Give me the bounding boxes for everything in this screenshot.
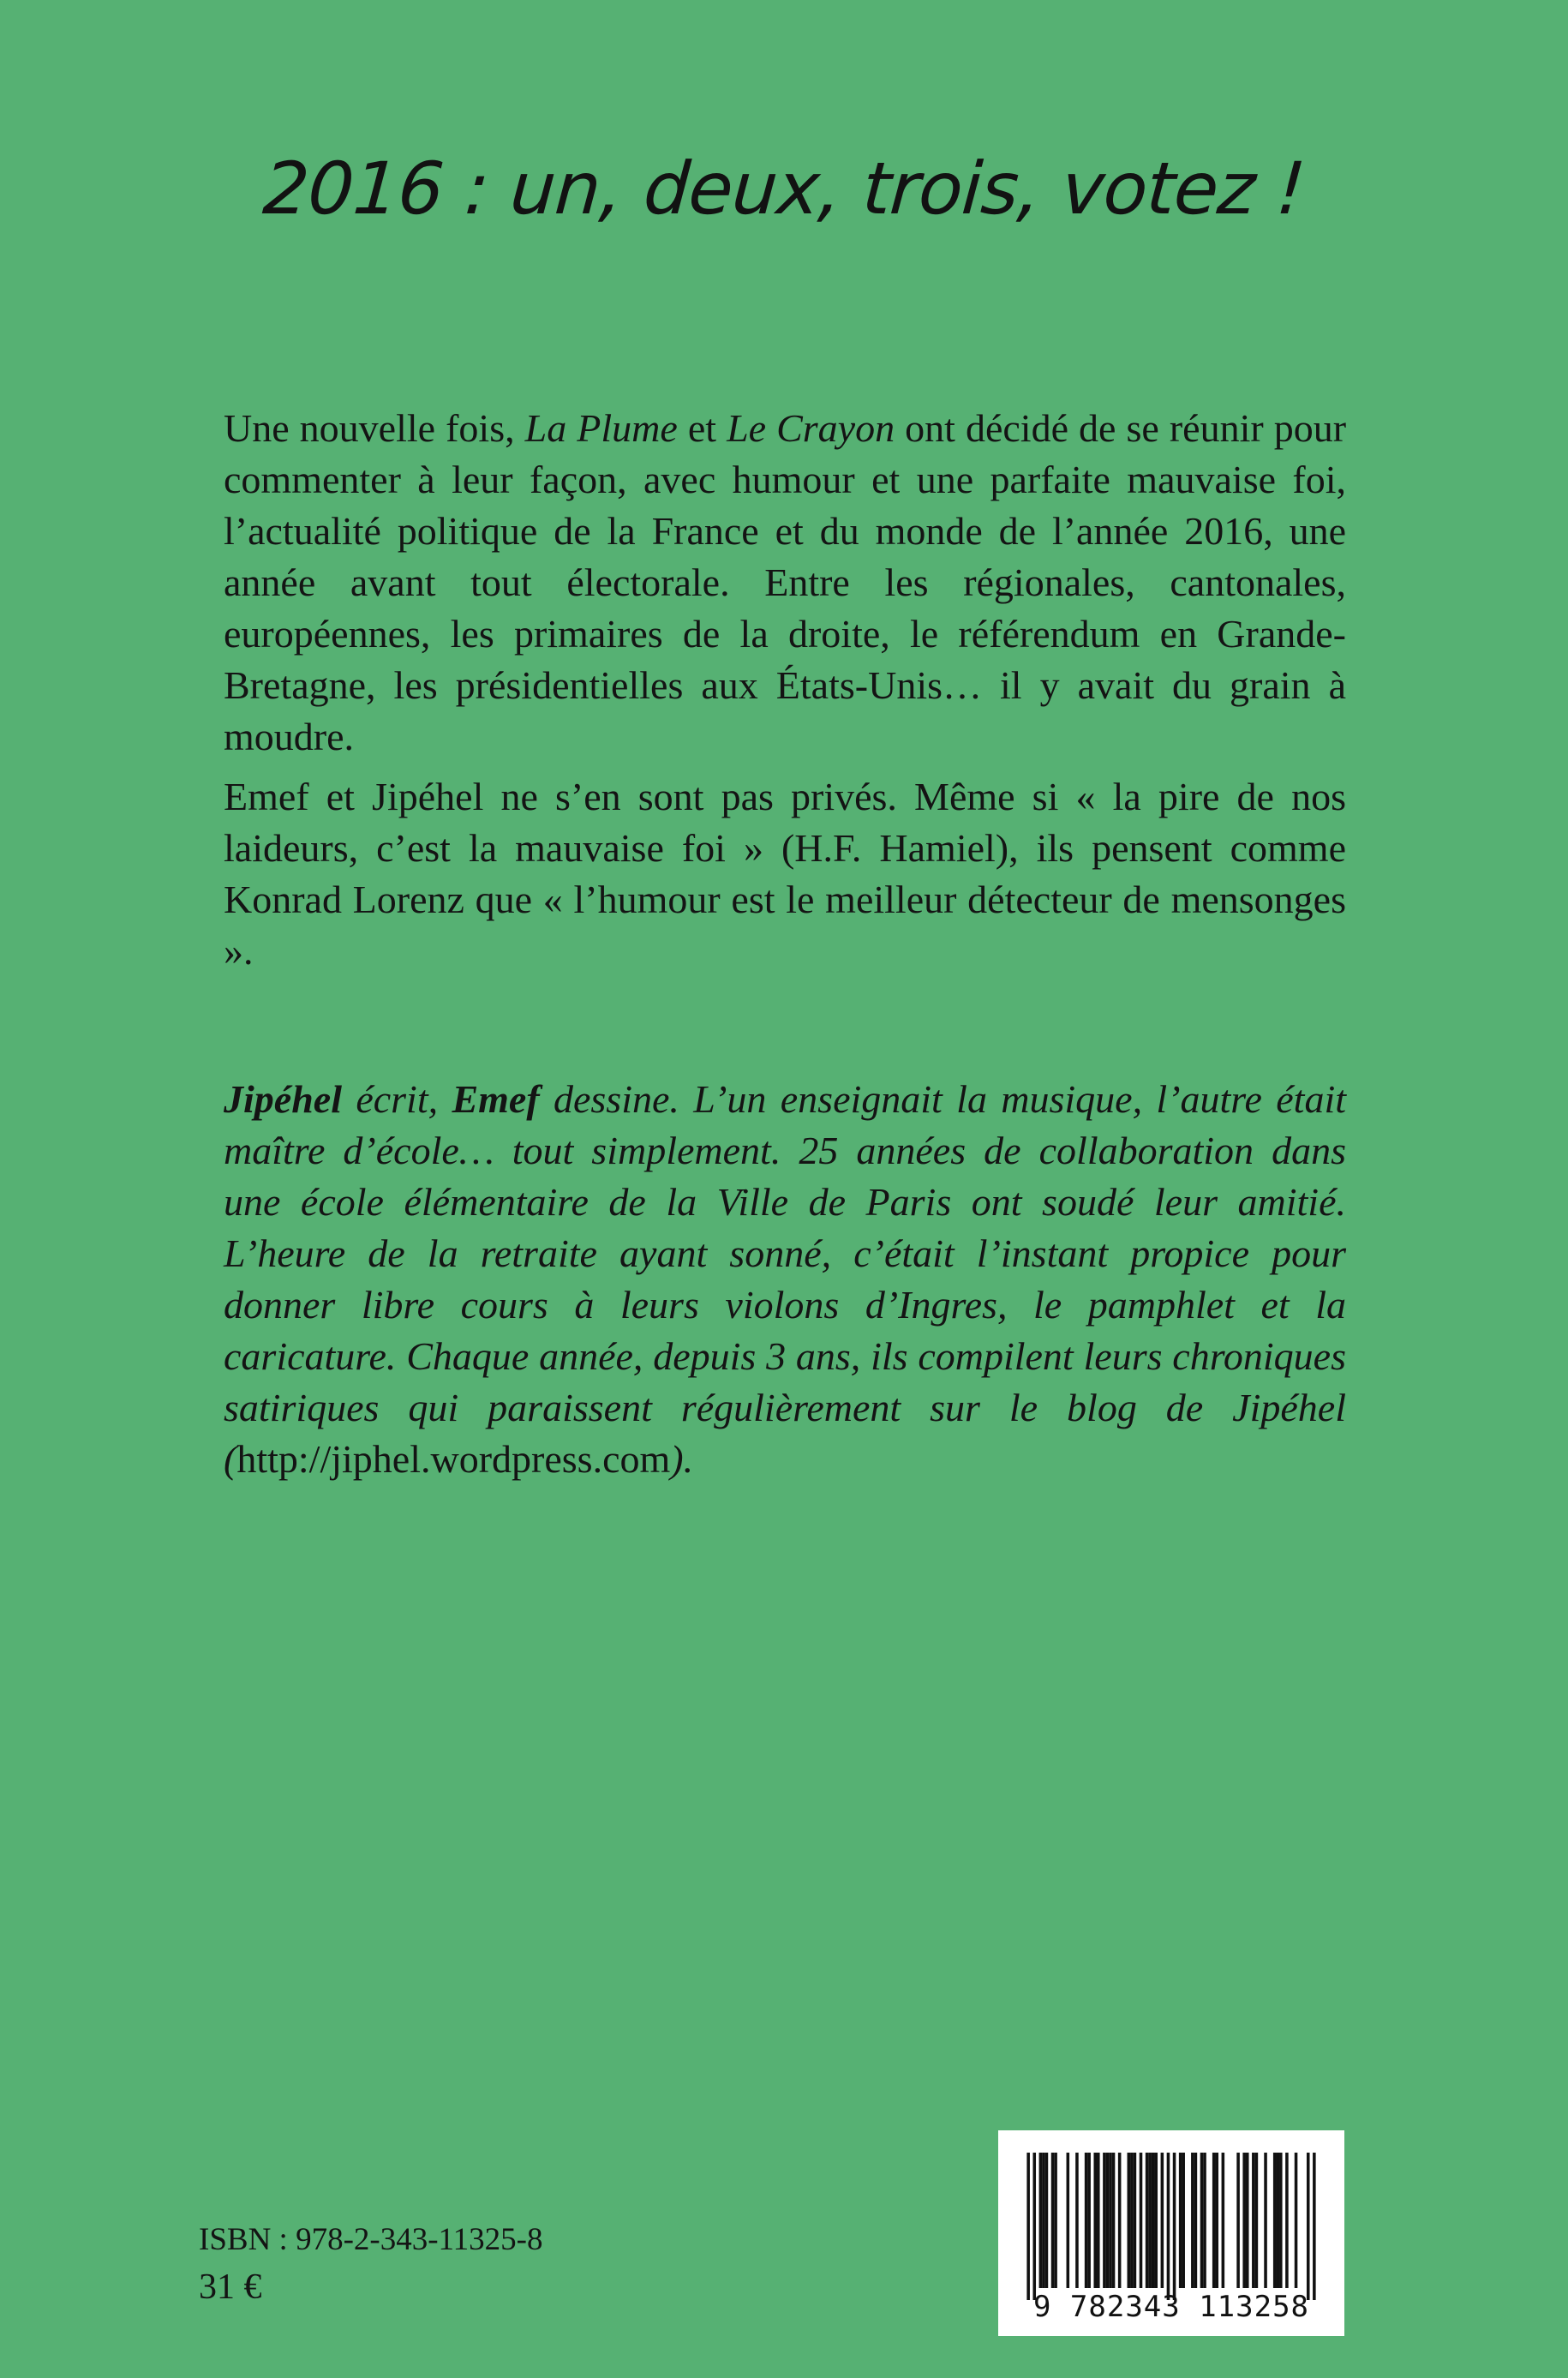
barcode-bar bbox=[1130, 2153, 1134, 2288]
barcode-bar bbox=[1313, 2153, 1316, 2300]
barcode-bar bbox=[1075, 2153, 1079, 2288]
barcode-bar bbox=[1152, 2153, 1155, 2288]
summary-paragraph-2: Emef et Jipéhel ne s’en sont pas privés. Même si « la pire de nos laideurs, c’est la mauvaise foi » (H.F. Hamiel), ils pensent comme Konrad Lorenz que « l’humour est le meilleur détecteur de mensonges ». bbox=[224, 775, 1346, 973]
price-text: 31 € bbox=[199, 2267, 262, 2307]
bio-text-1: écrit, bbox=[341, 1077, 452, 1121]
barcode-bar bbox=[1134, 2153, 1137, 2288]
barcode-bar bbox=[1182, 2153, 1185, 2288]
barcode-bar bbox=[1042, 2153, 1045, 2288]
barcode-bar bbox=[1140, 2153, 1143, 2288]
author-name-jipehel: Jipéhel bbox=[224, 1077, 342, 1121]
author-bio bbox=[224, 1074, 1346, 1485]
barcode-bar bbox=[1087, 2153, 1091, 2288]
barcode-bar bbox=[1200, 2153, 1204, 2288]
barcode-bar bbox=[1264, 2153, 1267, 2288]
barcode-bar bbox=[1246, 2153, 1249, 2288]
isbn-text: ISBN : 978-2-343-11325-8 bbox=[199, 2222, 543, 2257]
barcode-bar bbox=[1194, 2153, 1198, 2288]
barcode-digits: 9 782343 113258 bbox=[1032, 2290, 1310, 2324]
author-name-emef: Emef bbox=[452, 1077, 540, 1121]
bio-text-2: dessine. L’un enseignait la musique, l’autre était maître d’école… tout simplement. 25 années de collaboration dans une école élémentaire de la Ville de Paris ont soudé leur amitié. L’heure de la retraite ayant sonné, c’était l’instant propice pour donner libre cours à leurs violons d’Ingres, le pamphlet et la caricature. Chaque année, depuis 3 ans, ils compilent leurs chroniques satiriques qui paraissent régulièrement sur le blog de Jipéhel ( bbox=[224, 1077, 1346, 1481]
summary-text-3: ont décidé de se réunir pour commenter à leur façon, avec humour et une parfaite mauvaise foi, l’actualité politique de la France et du monde de l’année 2016, une année avant tout électorale. Entre les régionales, cantonales, européennes, les primaires de la droite, le référendum en Grande-Bretagne, les présidentielles aux États-Unis… il y avait du grain à moudre. bbox=[224, 406, 1347, 758]
barcode-bar bbox=[1097, 2153, 1100, 2288]
barcode-bar bbox=[1067, 2153, 1070, 2288]
barcode-bar bbox=[1173, 2153, 1176, 2300]
barcode-bar bbox=[1161, 2153, 1164, 2288]
barcode-bar bbox=[1112, 2153, 1116, 2288]
summary-text-1: Une nouvelle fois, bbox=[224, 406, 525, 450]
barcode bbox=[998, 2130, 1344, 2336]
barcode-bar bbox=[1128, 2153, 1131, 2288]
barcode-bar bbox=[1307, 2153, 1310, 2300]
title-le-crayon: Le Crayon bbox=[727, 406, 895, 450]
barcode-bar bbox=[1103, 2153, 1106, 2288]
barcode-bar bbox=[1045, 2153, 1049, 2288]
barcode-bar bbox=[1203, 2153, 1206, 2288]
barcode-bar bbox=[1242, 2153, 1246, 2288]
barcode-bar bbox=[1032, 2153, 1036, 2300]
barcode-bar bbox=[1148, 2153, 1152, 2288]
barcode-bar bbox=[1118, 2153, 1122, 2288]
barcode-bar bbox=[1279, 2153, 1283, 2288]
barcode-bar bbox=[1222, 2153, 1225, 2288]
barcode-bar bbox=[1085, 2153, 1088, 2288]
summary-paragraph-1 bbox=[224, 403, 1346, 763]
barcode-bar bbox=[1109, 2153, 1112, 2288]
barcode-bar bbox=[1054, 2153, 1057, 2288]
barcode-bar bbox=[1212, 2153, 1216, 2288]
summary-text-2: et bbox=[677, 406, 727, 450]
barcode-bar bbox=[1167, 2153, 1170, 2300]
barcode-bar bbox=[1215, 2153, 1218, 2288]
barcode-bar bbox=[1051, 2153, 1055, 2288]
bio-text-3: ). bbox=[670, 1437, 694, 1481]
barcode-bar bbox=[1146, 2153, 1149, 2288]
barcode-bar bbox=[1236, 2153, 1240, 2288]
barcode-bar bbox=[1106, 2153, 1110, 2288]
barcode-bar bbox=[1273, 2153, 1277, 2288]
barcode-bar bbox=[1285, 2153, 1289, 2288]
barcode-bar bbox=[1295, 2153, 1298, 2288]
title-la-plume: La Plume bbox=[524, 406, 678, 450]
cover-title: 2016 : un, deux, trois, votez ! bbox=[260, 147, 1308, 231]
blog-url: http://jiphel.wordpress.com bbox=[236, 1437, 671, 1481]
barcode-bar bbox=[1026, 2153, 1030, 2300]
barcode-bar bbox=[1252, 2153, 1255, 2288]
barcode-bar bbox=[1276, 2153, 1279, 2288]
barcode-bar bbox=[1255, 2153, 1259, 2288]
barcode-bar bbox=[1154, 2153, 1158, 2288]
barcode-bar bbox=[1179, 2153, 1182, 2288]
barcode-bar bbox=[1039, 2153, 1043, 2288]
barcode-bar bbox=[1191, 2153, 1194, 2288]
barcode-bar bbox=[1093, 2153, 1097, 2288]
